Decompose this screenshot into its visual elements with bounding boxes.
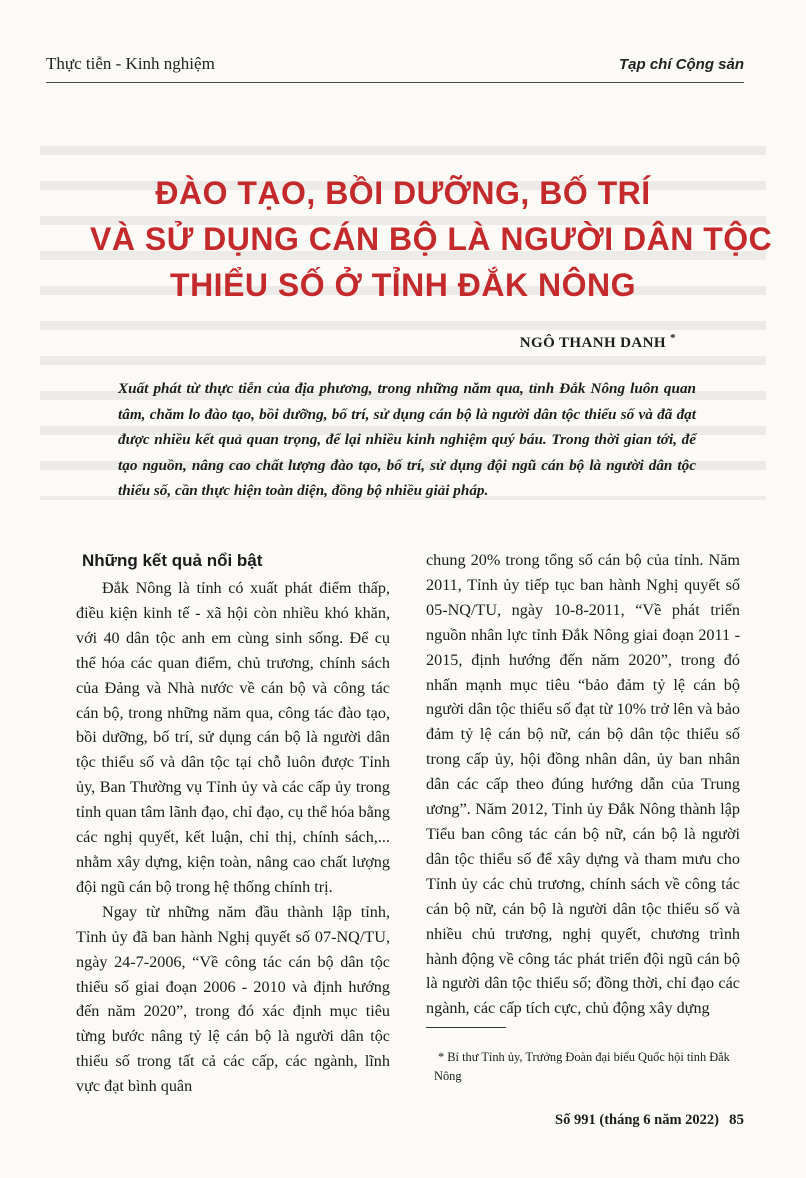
- right-column: [426, 548, 740, 1021]
- title-line: VÀ SỬ DỤNG CÁN BỘ LÀ NGƯỜI DÂN TỘC: [90, 221, 773, 257]
- body-paragraph: chung 20% trong tổng số cán bộ của tỉnh. Năm 2011, Tỉnh ủy tiếp tục ban hành Nghị quyết số 05-NQ/TU, ngày 10-8-2011, “Về phát triển nguồn nhân lực tỉnh Đắk Nông giai đoạn 2011 - 2015, định hướng đến năm 2020”, trong đó nhấn mạnh mục tiêu “bảo đảm tỷ lệ cán bộ người dân tộc thiểu số đạt từ 10% trở lên và bảo đảm tỷ lệ cán bộ nữ, cán bộ dân tộc thiểu số trong cấp ủy, hội đồng nhân dân, ủy ban nhân dân các cấp theo đúng hướng dẫn của Trung ương”. Năm 2012, Tỉnh ủy Đắk Nông thành lập Tiểu ban công tác cán bộ nữ, cán bộ là người dân tộc thiểu số để xây dựng và tham mưu cho Tỉnh ủy các chủ trương, chính sách về công tác cán bộ nữ, cán bộ là người dân tộc thiểu số và nhiều chủ trương, nghị quyết, chương trình hành động về công tác phát triển đội ngũ cán bộ là người dân tộc thiểu số; đồng thời, chỉ đạo các ngành, các cấp tích cực, chủ động xây dựng: [426, 551, 740, 1018]
- article-title: [90, 170, 773, 308]
- title-line: ĐÀO TẠO, BỒI DƯỠNG, BỐ TRÍ: [155, 175, 651, 211]
- author-name: NGÔ THANH DANH: [519, 335, 666, 351]
- running-header: [46, 54, 744, 83]
- body-paragraph: Ngay từ những năm đầu thành lập tỉnh, Tỉnh ủy đã ban hành Nghị quyết số 07-NQ/TU, ngày 24-7-2006, “Về công tác cán bộ dân tộc thiểu số giai đoạn 2006 - 2010 và định hướng đến năm 2020”, trong đó xác định mục tiêu từng bước nâng tỷ lệ cán bộ là người dân tộc thiểu số trong tất cả các cấp, các ngành, lĩnh vực đạt bình quân: [76, 902, 390, 1096]
- section-name: Thực tiễn - Kinh nghiệm: [46, 54, 215, 73]
- abstract: Xuất phát từ thực tiễn của địa phương, trong những năm qua, tỉnh Đắk Nông luôn quan tâm, chăm lo đào tạo, bồi dưỡng, bố trí, sử dụng cán bộ là người dân tộc thiểu số và đã đạt được nhiều kết quả quan trọng, để lại nhiều kinh nghiệm quý báu. Trong thời gian tới, để tạo nguồn, nâng cao chất lượng đào tạo, bố trí, sử dụng đội ngũ cán bộ là người dân tộc thiểu số, cần thực hiện toàn diện, đồng bộ nhiều giải pháp.: [118, 380, 696, 499]
- author-footnote-mark: *: [670, 332, 676, 344]
- journal-name: Tạp chí Cộng sản: [618, 56, 744, 73]
- title-line: THIỂU SỐ Ở TỈNH ĐẮK NÔNG: [170, 267, 636, 303]
- footnote-divider: [426, 1027, 506, 1028]
- footnote: * Bí thư Tỉnh ủy, Trưởng Đoàn đại biểu Quốc hội tỉnh Đắk Nông: [434, 1050, 730, 1083]
- page-footer: [555, 1112, 744, 1129]
- author-byline: [520, 332, 676, 352]
- body-paragraph: Đắk Nông là tỉnh có xuất phát điểm thấp, điều kiện kinh tế - xã hội còn nhiều khó khăn, với 40 dân tộc anh em cùng sinh sống. Để cụ thể hóa các quan điểm, chủ trương, chính sách của Đảng và Nhà nước về cán bộ và công tác cán bộ, trong những năm qua, công tác đào tạo, bồi dưỡng, bố trí, sử dụng cán bộ là người dân tộc thiểu số và dân tộc tại chỗ luôn được Tỉnh ủy, Ban Thường vụ Tỉnh ủy và các cấp ủy trong tỉnh quan tâm lãnh đạo, chỉ đạo, cụ thể hóa bằng các nghị quyết, kết luận, chỉ thị, chính sách,... nhằm xây dựng, kiện toàn, nâng cao chất lượng đội ngũ cán bộ trong hệ thống chính trị.: [76, 579, 390, 896]
- left-column: [76, 548, 390, 1099]
- page-number: 85: [729, 1112, 744, 1128]
- section-subheading: Những kết quả nổi bật: [82, 551, 263, 570]
- issue-info: Số 991 (tháng 6 năm 2022): [555, 1112, 719, 1128]
